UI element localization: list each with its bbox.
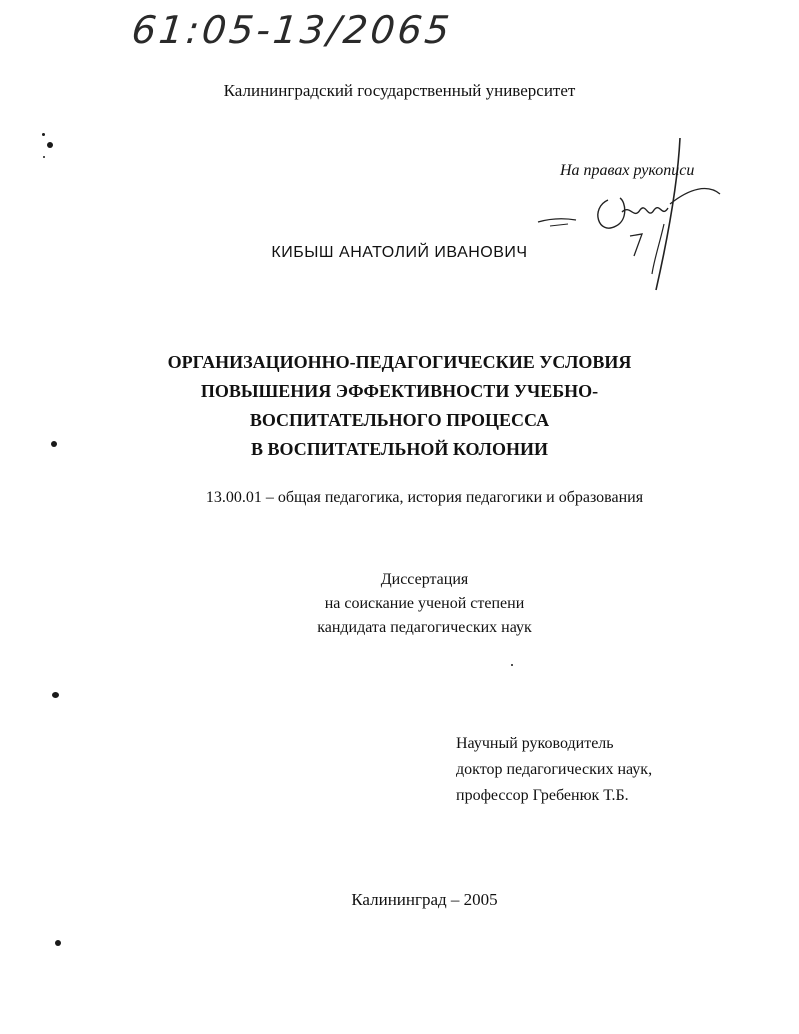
specialty-code: 13.00.01 – общая педагогика, история педагогики и образования bbox=[205, 489, 644, 506]
scan-speck bbox=[43, 156, 45, 158]
manuscript-rights-note: На правах рукописи bbox=[560, 162, 695, 179]
title-line: В ВОСПИТАТЕЛЬНОЙ КОЛОНИИ bbox=[251, 439, 548, 459]
title-line: ОРГАНИЗАЦИОННО-ПЕДАГОГИЧЕСКИЕ УСЛОВИЯ bbox=[167, 352, 632, 372]
degree-line: на соискание ученой степени bbox=[324, 595, 525, 612]
dissertation-title bbox=[0, 348, 799, 464]
supervisor-line: Научный руководитель bbox=[456, 735, 614, 752]
degree-line: кандидата педагогических наук bbox=[317, 619, 532, 636]
supervisor-line: профессор Гребенюк Т.Б. bbox=[456, 787, 629, 804]
degree-line: Диссертация bbox=[380, 571, 469, 588]
degree-statement bbox=[0, 568, 799, 640]
scan-speck bbox=[52, 692, 59, 698]
title-line: ВОСПИТАТЕЛЬНОГО ПРОЦЕССА bbox=[249, 410, 550, 430]
title-line: ПОВЫШЕНИЯ ЭФФЕКТИВНОСТИ УЧЕБНО- bbox=[200, 381, 599, 401]
city-year: Калининград – 2005 bbox=[351, 890, 498, 909]
archive-stamp: 61:05-13/2065 bbox=[129, 8, 455, 52]
supervisor-line: доктор педагогических наук, bbox=[456, 761, 653, 778]
author-name: КИБЫШ АНАТОЛИЙ ИВАНОВИЧ bbox=[271, 244, 528, 261]
scan-speck bbox=[47, 142, 53, 148]
supervisor-block bbox=[456, 731, 652, 809]
university-name: Калининградский государственный университет bbox=[223, 81, 576, 100]
scan-speck bbox=[55, 940, 61, 946]
scan-speck bbox=[51, 441, 57, 447]
scan-speck bbox=[42, 133, 45, 136]
scan-speck bbox=[511, 664, 513, 666]
